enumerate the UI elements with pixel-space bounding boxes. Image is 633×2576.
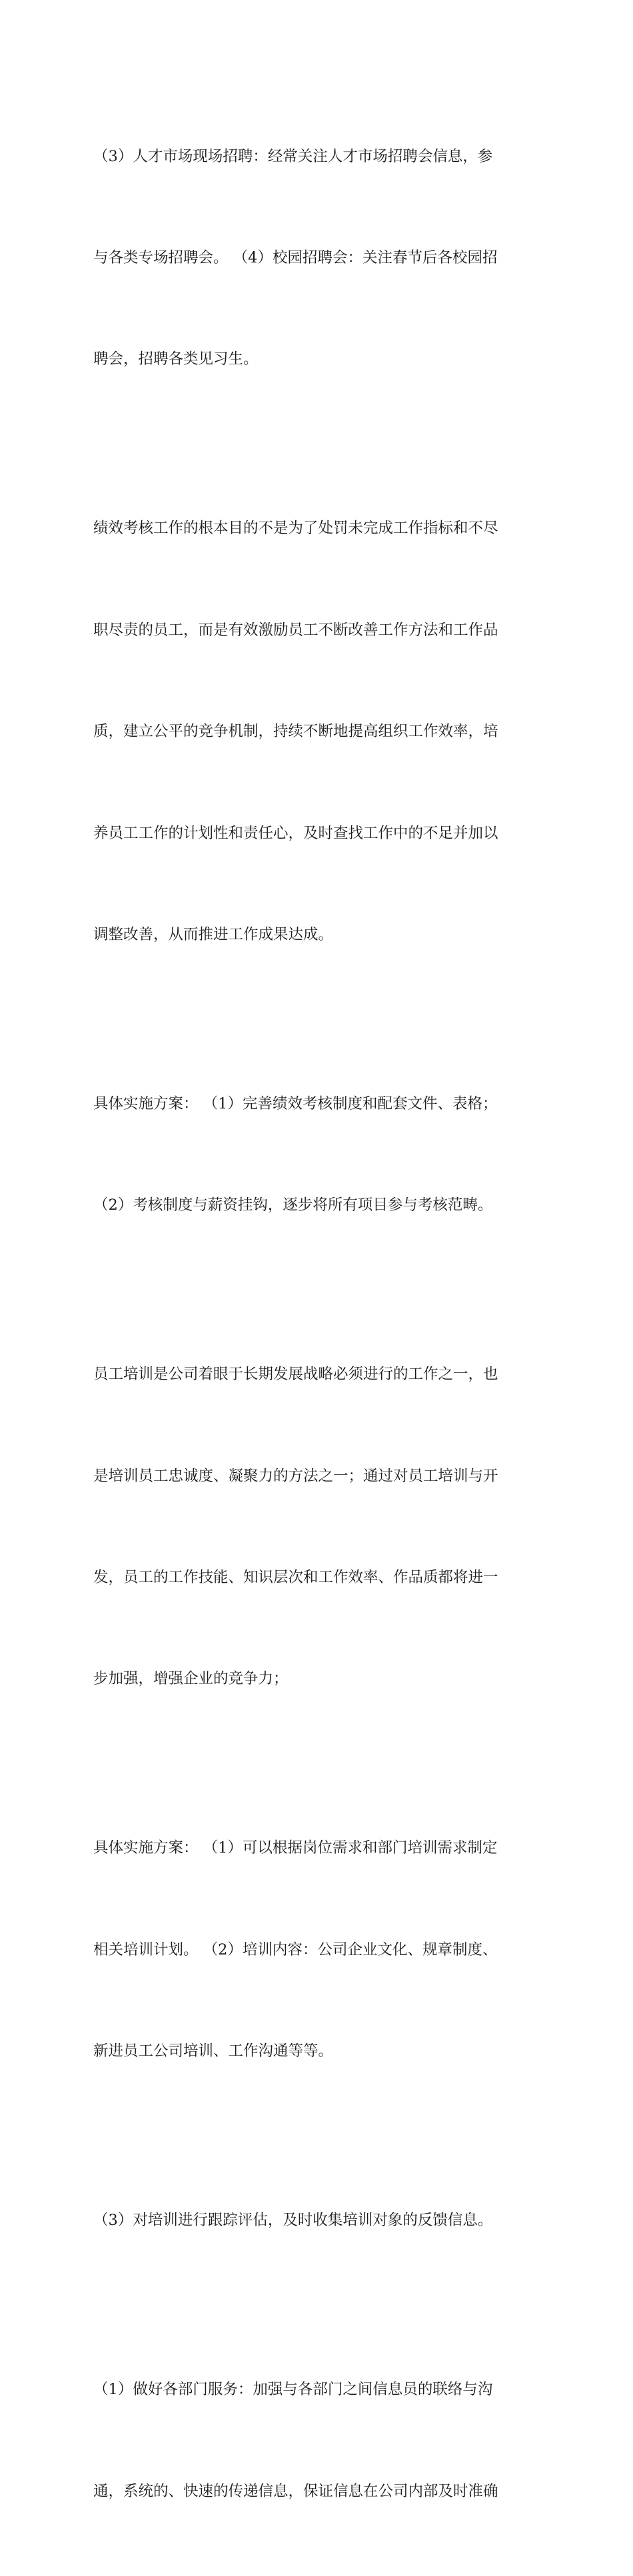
paragraph-employee-training	[93, 1290, 546, 1764]
text-line: 质，建立公平的竞争机制，持续不断地提高组织工作效率，培	[93, 723, 498, 741]
text-line: 员工培训是公司着眼于长期发展战略必须进行的工作之一，也	[93, 1366, 498, 1384]
text-line: （3）人才市场现场招聘：经常关注人才市场招聘会信息，参	[93, 147, 493, 165]
text-line: 步加强，增强企业的竞争力；	[93, 1670, 289, 1688]
text-line: 与各类专场招聘会。 （4）校园招聘会：关注春节后各校园招	[93, 248, 498, 266]
text-line: 绩效考核工作的根本目的不是为了处罚未完成工作指标和不尽	[93, 520, 498, 538]
paragraph-performance-appraisal-purpose	[93, 444, 546, 1020]
paragraph-department-service	[93, 2306, 546, 2576]
text-line: 聘会，招聘各类见习生。	[93, 350, 259, 368]
text-line: 新进员工公司培训、工作沟通等等。	[93, 2042, 334, 2060]
text-line: 相关培训计划。 （2）培训内容：公司企业文化、规章制度、	[93, 1940, 498, 1958]
text-line: 职尽责的员工，而是有效激励员工不断改善工作方法和工作品	[93, 621, 498, 639]
text-line: （1）做好各部门服务：加强与各部门之间信息员的联络与沟	[93, 2381, 493, 2399]
paragraph-recruitment-channels	[93, 72, 546, 444]
text-line: 具体实施方案： （1）完善绩效考核制度和配套文件、表格；	[93, 1094, 498, 1112]
paragraph-appraisal-implementation-plan	[93, 1019, 546, 1290]
paragraph-training-implementation-plan	[93, 1764, 546, 2136]
text-line: 具体实施方案： （1）可以根据岗位需求和部门培训需求制定	[93, 1839, 498, 1857]
text-line: （3）对培训进行跟踪评估，及时收集培训对象的反馈信息。	[93, 2212, 493, 2230]
text-line: 养员工工作的计划性和责任心，及时查找工作中的不足并加以	[93, 824, 498, 842]
text-line: 是培训员工忠诚度、凝聚力的方法之一；通过对员工培训与开	[93, 1467, 498, 1485]
text-line: （2）考核制度与薪资挂钩，逐步将所有项目参与考核范畴。	[93, 1196, 493, 1214]
text-line: 通，系统的、快速的传递信息，保证信息在公司内部及时准确	[93, 2482, 498, 2500]
text-line: 发，员工的工作技能、知识层次和工作效率、作品质都将进一	[93, 1569, 498, 1587]
document-body	[93, 72, 546, 2576]
paragraph-training-evaluation	[93, 2136, 546, 2306]
text-line: 调整改善，从而推进工作成果达成。	[93, 925, 334, 943]
